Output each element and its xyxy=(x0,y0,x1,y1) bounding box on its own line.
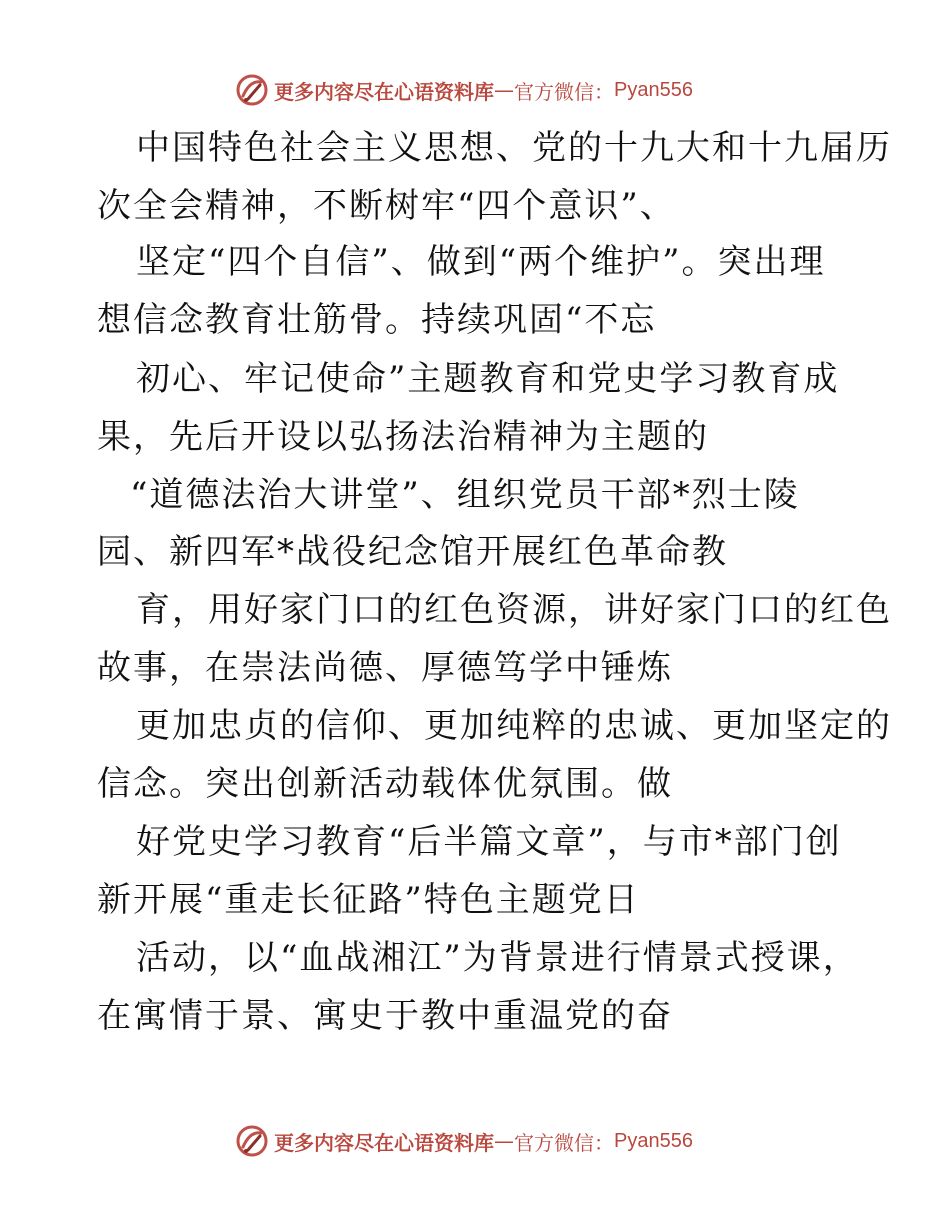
body-line: 想信念教育壮筋骨。持续巩固“不忘 xyxy=(97,300,657,340)
body-line: 更加忠贞的信仰、更加纯粹的忠诚、更加坚定的 xyxy=(136,706,892,746)
banner-main-text: 更多内容尽在心语资料库 xyxy=(274,1130,494,1155)
body-line: 初心、牢记使命”主题教育和党史学习教育成 xyxy=(136,359,840,399)
body-line: 坚定“四个自信”、做到“两个维护”。突出理 xyxy=(136,242,826,282)
banner-wechat-label: 官方微信： xyxy=(514,1130,614,1155)
body-line: 果，先后开设以弘扬法治精神为主题的 xyxy=(97,417,709,457)
banner-wechat-id: Pyan556 xyxy=(614,1129,693,1152)
body-line: 活动，以“血战湘江”为背景进行情景式授课， xyxy=(136,938,859,978)
banner-separator: — xyxy=(494,1129,514,1153)
banner-main-text: 更多内容尽在心语资料库 xyxy=(274,79,494,104)
body-line: 育，用好家门口的红色资源，讲好家门口的红色 xyxy=(136,590,892,630)
body-line: 园、新四军*战役纪念馆开展红色革命教 xyxy=(97,532,728,572)
body-line: 故事，在崇法尚德、厚德笃学中锤炼 xyxy=(97,648,673,688)
body-line: 好党史学习教育“后半篇文章”，与市*部门创 xyxy=(136,822,842,862)
banner-separator: — xyxy=(494,78,514,102)
pen-swirl-logo-icon xyxy=(234,1123,270,1159)
body-line: 中国特色社会主义思想、党的十九大和十九届历 xyxy=(136,128,892,168)
body-line: 次全会精神，不断树牢“四个意识”、 xyxy=(97,186,676,226)
footer-banner xyxy=(234,1121,693,1161)
body-line: “道德法治大讲堂”、组织党员干部*烈士陵 xyxy=(130,475,800,515)
banner-wechat-label: 官方微信： xyxy=(514,79,614,104)
body-line: 在寓情于景、寓史于教中重温党的奋 xyxy=(97,996,673,1036)
body-line: 新开展“重走长征路”特色主题党日 xyxy=(97,880,640,920)
body-line: 信念。突出创新活动载体优氛围。做 xyxy=(97,764,673,804)
banner-wechat-id: Pyan556 xyxy=(614,78,693,101)
